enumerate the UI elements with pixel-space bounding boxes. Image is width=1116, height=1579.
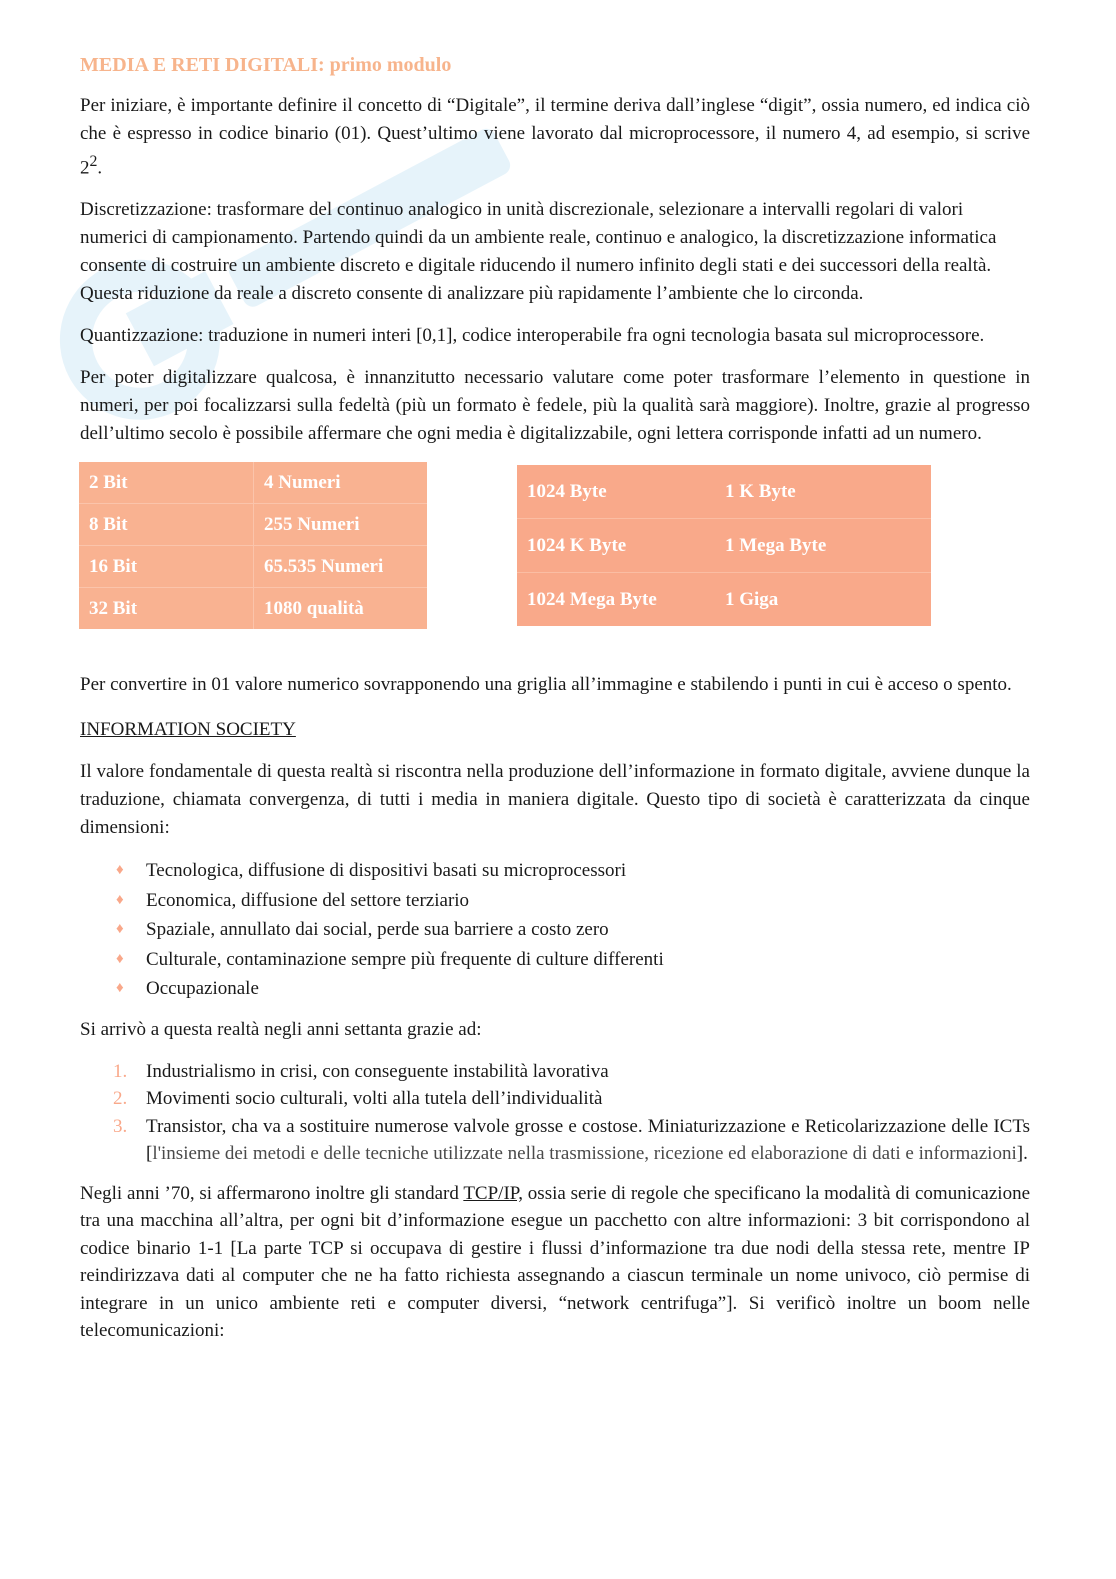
table-cell: 1080 qualità [254,588,428,630]
seventies-intro: Si arrivò a questa realtà negli anni settanta grazie ad: [80,1018,482,1040]
dimensions-list [80,856,1030,1004]
table-row [79,504,427,546]
bit-table [79,462,427,629]
table-row [79,546,427,588]
list-item: 2. Movimenti socio culturali, volti alla tutela dell’individualità [113,1088,603,1110]
list-item: ♦ Occupazionale [80,974,1030,1004]
society-paragraph: Il valore fondamentale di questa realtà si riscontra nella produzione dell’informazione in formato digitale, avviene dunque la traduzione, chiamata convergenza, di tutti i media in maniera digitale. Questo tipo di società è caratterizzata da cinque dimensioni: [80,761,1030,839]
table-cell: 1024 Mega Byte [517,573,715,627]
table-cell: 1024 K Byte [517,519,715,573]
list-item: ♦ Economica, diffusione del settore terziario [80,886,1030,916]
table-cell: 2 Bit [79,462,254,504]
table-cell: 255 Numeri [254,504,428,546]
table-row [517,465,931,519]
table-cell: 65.535 Numeri [254,546,428,588]
tcp-paragraph: Negli anni ’70, si affermarono inoltre gli standard TCP/IP, ossia serie di regole che specificano la modalità di comunicazione tra una macchina all’altra, per ogni bit d’informazione esegue un pacchetto con altre informazioni: 3 bit corrispondono al codice binario 1-1 [La parte TCP si occupava di gestire i flussi d’informazione tra due nodi della stessa rete, mentre IP reindirizzava dati al computer che ne ha fatto richiesta assegnando a ciascun terminale un nome univoco, ciò permise di integrare in un unico ambiente reti e computer diversi, “network centrifuga”]. Si verificò inoltre un boom nelle telecomunicazioni: [80,1182,1030,1342]
byte-table [517,465,931,626]
table-cell: 4 Numeri [264,471,341,493]
list-item: ♦ Tecnologica, diffusione di dispositivi basati su microprocessori [80,856,1030,886]
table-cell: 1 Mega Byte [715,519,931,573]
convert-paragraph: Per convertire in 01 valore numerico sovrapponendo una griglia all’immagine e stabilendo i punti in cui è acceso o spento. [80,674,1012,696]
tables-area [79,462,1030,628]
tcp-ip-link[interactable]: TCP/IP, [463,1182,523,1204]
table-cell: 1 K Byte [725,480,796,502]
diamond-bullet-icon: ♦ [116,862,124,879]
exponent: 2 [89,153,98,170]
document-title: MEDIA E RETI DIGITALI: primo modulo [80,54,452,76]
diamond-bullet-icon: ♦ [116,950,124,967]
list-item: 3. Transistor, cha va a sostituire numerose valvole grosse e costose. Miniaturizzazione e Reticolarizzazione delle ICTs [l'insieme dei metodi e delle tecniche utilizzate nella trasmissione, ricezione ed elaborazione di dati e informazioni]. [113,1115,1030,1165]
causes-list [80,1058,1030,1168]
table-row [79,588,427,630]
intro-paragraph: Per iniziare, è importante definire il concetto di “Digitale”, il termine deriva dall’inglese “digit”, ossia numero, ed indica ciò che è espresso in codice binario (01). Quest’ultimo viene lavorato dal microprocessore, il numero 4, ad esempio, si scrive $2^2$. [80,95,1030,179]
diamond-bullet-icon: ♦ [116,891,124,908]
table-cell: 8 Bit [79,504,254,546]
section-title: INFORMATION SOCIETY [80,719,296,741]
discretization-paragraph: Discretizzazione: trasformare del continuo analogico in unità discrezionale, selezionare a intervalli regolari di valori numerici di campionamento. Partendo quindi da un ambiente reale, continuo e analogico, la discretizzazione informatica consente di costruire un ambiente discreto e digitale riducendo il numero infinito degli stati e dei successori della realtà. Questa riduzione da reale a discreto consente di analizzare più rapidamente l’ambiente che lo circonda. [80,199,997,305]
diamond-bullet-icon: ♦ [116,921,124,938]
quantization-paragraph: Quantizzazione: traduzione in numeri interi [0,1], codice interoperabile fra ogni tecnologia basata sul microprocessore. [80,325,985,347]
table-cell: 1 Giga [715,573,931,627]
table-row [517,573,931,627]
table-row [79,462,427,504]
list-item: 1. Industrialismo in crisi, con conseguente instabilità lavorativa [113,1060,609,1082]
digitize-paragraph: Per poter digitalizzare qualcosa, è innanzitutto necessario valutare come poter trasformare l’elemento in questione in numeri, per poi focalizzarsi sulla fedeltà (più un formato è fedele, più la qualità sarà maggiore). Inoltre, grazie al progresso dell’ultimo secolo è possibile affermare che ogni media è digitalizzabile, ogni lettera corrisponde infatti ad un numero. [80,367,1030,445]
diamond-bullet-icon: ♦ [116,980,124,997]
list-item: ♦ Spaziale, annullato dai social, perde sua barriere a costo zero [80,915,1030,945]
table-cell: 32 Bit [79,588,254,630]
list-item: ♦ Culturale, contaminazione sempre più frequente di culture differenti [80,945,1030,975]
table-cell: 16 Bit [79,546,254,588]
document-page [80,52,1030,1359]
table-row [517,519,931,573]
table-cell: 1024 Byte [527,480,607,502]
